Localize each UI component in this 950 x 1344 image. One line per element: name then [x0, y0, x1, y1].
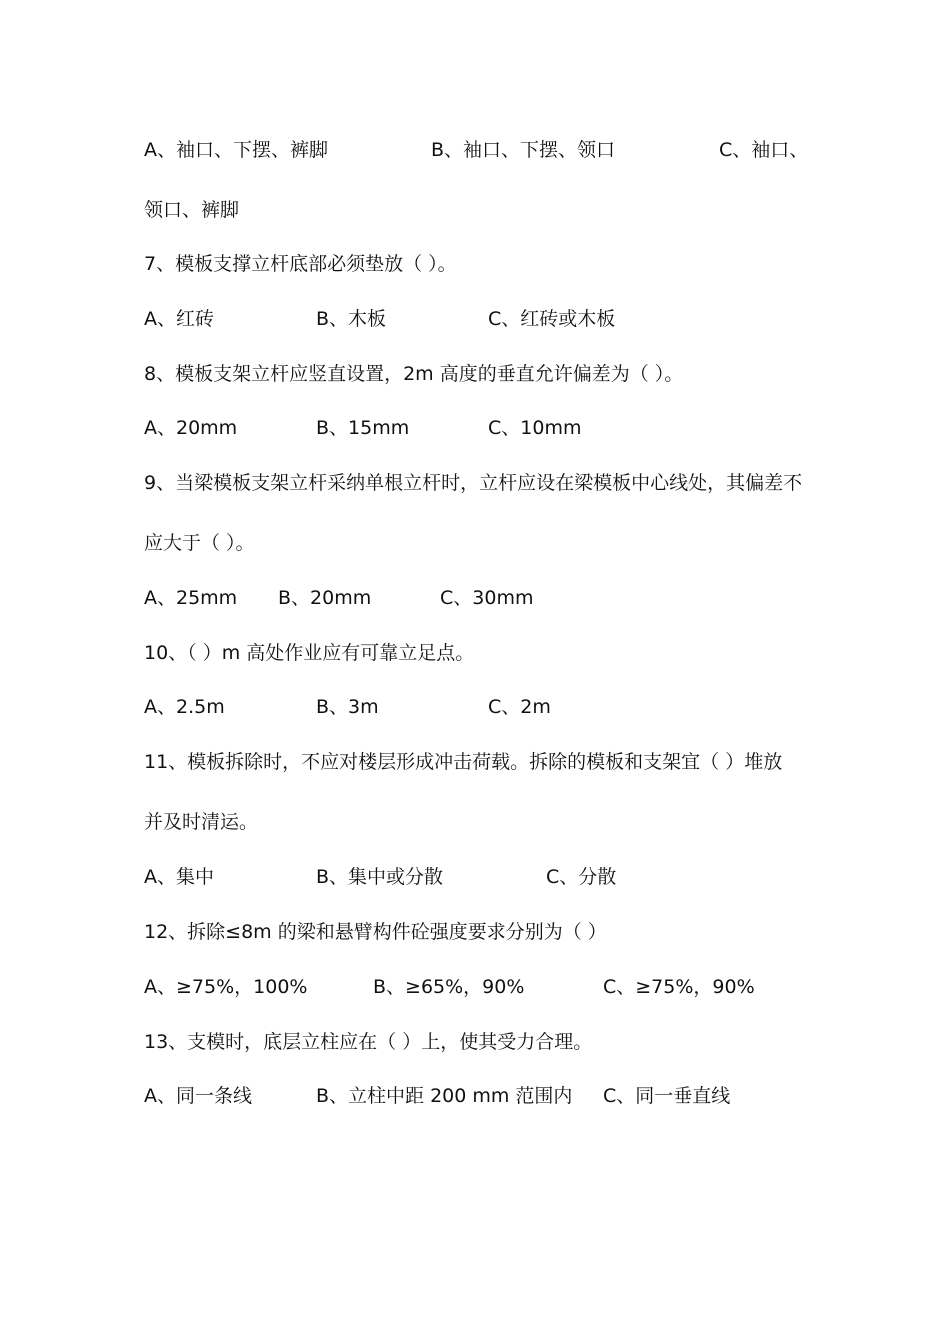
q13-option-a: A、同一条线	[144, 1085, 252, 1107]
q10-option-a: A、2.5m	[144, 696, 225, 718]
q12-option-a: A、≥75%，100%	[144, 976, 308, 998]
q6-option-a: A、袖口、下摆、裤脚	[144, 139, 328, 161]
q11-option-c: C、分散	[546, 866, 617, 888]
q7-stem: 7、模板支撑立杆底部必须垫放（ ）。	[144, 253, 457, 275]
q11-option-a: A、集中	[144, 866, 214, 888]
q6-option-c: C、袖口、	[719, 139, 809, 161]
q13-option-b: B、立柱中距 200 mm 范围内	[316, 1085, 573, 1107]
q10-option-c: C、2m	[488, 696, 551, 718]
q11-stem-line2: 并及时清运。	[144, 811, 259, 833]
q6-option-b: B、袖口、下摆、领口	[431, 139, 616, 161]
q13-option-c: C、同一垂直线	[603, 1085, 731, 1107]
q9-stem-line1: 9、当梁模板支架立杆采纳单根立杆时，立杆应设在梁模板中心线处，其偏差不	[144, 472, 803, 494]
q9-option-b: B、20mm	[278, 587, 372, 609]
q13-stem: 13、支模时，底层立柱应在（ ）上，使其受力合理。	[144, 1031, 593, 1053]
q12-option-b: B、≥65%，90%	[373, 976, 525, 998]
q7-option-c: C、红砖或木板	[488, 308, 616, 330]
q8-option-a: A、20mm	[144, 417, 238, 439]
q8-option-b: B、15mm	[316, 417, 410, 439]
q9-option-a: A、25mm	[144, 587, 238, 609]
q12-option-c: C、≥75%，90%	[603, 976, 755, 998]
q7-option-a: A、红砖	[144, 308, 214, 330]
q6-option-c-continued: 领口、裤脚	[144, 199, 240, 221]
q11-stem-line1: 11、模板拆除时，不应对楼层形成冲击荷载。拆除的模板和支架宜（ ）堆放	[144, 751, 783, 773]
q11-option-b: B、集中或分散	[316, 866, 444, 888]
q9-stem-line2: 应大于（ ）。	[144, 532, 255, 554]
q9-option-c: C、30mm	[440, 587, 534, 609]
q10-stem: 10、（ ）m 高处作业应有可靠立足点。	[144, 642, 475, 664]
q10-option-b: B、3m	[316, 696, 379, 718]
q7-option-b: B、木板	[316, 308, 387, 330]
q12-stem: 12、拆除≤8m 的梁和悬臂构件砼强度要求分别为（ ）	[144, 921, 607, 943]
q8-stem: 8、模板支架立杆应竖直设置，2m 高度的垂直允许偏差为（ ）。	[144, 363, 684, 385]
q8-option-c: C、10mm	[488, 417, 582, 439]
